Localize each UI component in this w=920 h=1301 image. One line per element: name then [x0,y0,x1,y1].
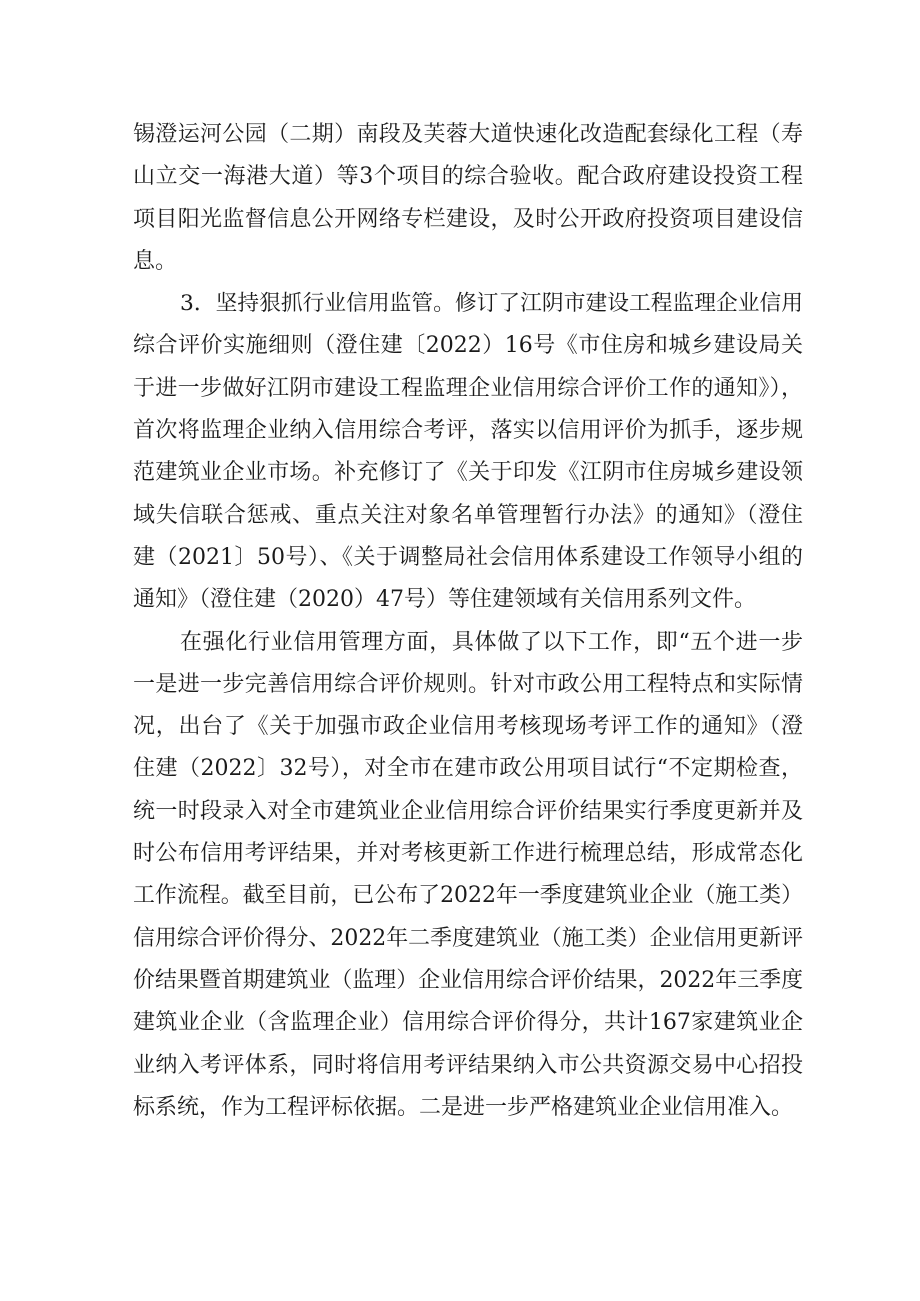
text-line: 住建（2022〕32号），对全市在建市政公用项目试行“不定期检查， [133,756,803,782]
text-line: 项目阳光监督信息公开网络专栏建设，及时公开政府投资项目建设信 [133,206,803,232]
text-line: 统一时段录入对全市建筑业企业信用综合评价结果实行季度更新并及 [133,798,803,824]
text-line: 域失信联合惩戒、重点关注对象名单管理暂行办法》的通知》（澄住 [133,502,803,528]
text-line: 业纳入考评体系，同时将信用考评结果纳入市公共资源交易中心招投 [133,1052,803,1078]
text-line: 首次将监理企业纳入信用综合考评，落实以信用评价为抓手，逐步规 [133,418,803,444]
text-line: 锡澄运河公园（二期）南段及芙蓉大道快速化改造配套绿化工程（寿 [133,122,803,147]
text-line: 工作流程。截至目前，已公布了2022年一季度建筑业企业（施工类） [133,883,803,909]
text-line: 信用综合评价得分、2022年二季度建筑业（施工类）企业信用更新评 [133,925,803,951]
text-line: 在强化行业信用管理方面，具体做了以下工作，即“五个进一步 [180,629,803,655]
text-line: 范建筑业企业市场。补充修订了《关于印发《江阴市住房城乡建设领 [133,460,803,486]
text-line: 通知》（澄住建（2020）47号）等住建领域有关信用系列文件。 [133,587,756,613]
text-line: 一是进一步完善信用综合评价规则。针对市政公用工程特点和实际情 [133,671,803,697]
body-text [133,114,803,1129]
text-line: 价结果暨首期建筑业（监理）企业信用综合评价结果，2022年三季度 [133,967,803,993]
text-line: 于进一步做好江阴市建设工程监理企业信用综合评价工作的通知》）， [133,375,803,401]
text-line: 山立交一海港大道）等3个项目的综合验收。配合政府建设投资工程 [133,164,803,190]
text-line: 标系统，作为工程评标依据。二是进一步严格建筑业企业信用准入。 [133,1094,794,1120]
text-line: 建筑业企业（含监理企业）信用综合评价得分，共计167家建筑业企 [133,1010,803,1036]
text-line: 时公布信用考评结果，并对考核更新工作进行梳理总结，形成常态化 [133,841,803,867]
text-line: 息。 [133,248,178,274]
text-line: 综合评价实施细则（澄住建〔2022）16号《市住房和城乡建设局关 [133,333,804,359]
text-line: 建（2021〕50号）、《关于调整局社会信用体系建设工作领导小组的 [133,544,803,570]
text-line: 3．坚持狠抓行业信用监管。修订了江阴市建设工程监理企业信用 [180,291,803,317]
text-line: 况，出台了《关于加强市政企业信用考核现场考评工作的通知》（澄 [133,714,803,740]
